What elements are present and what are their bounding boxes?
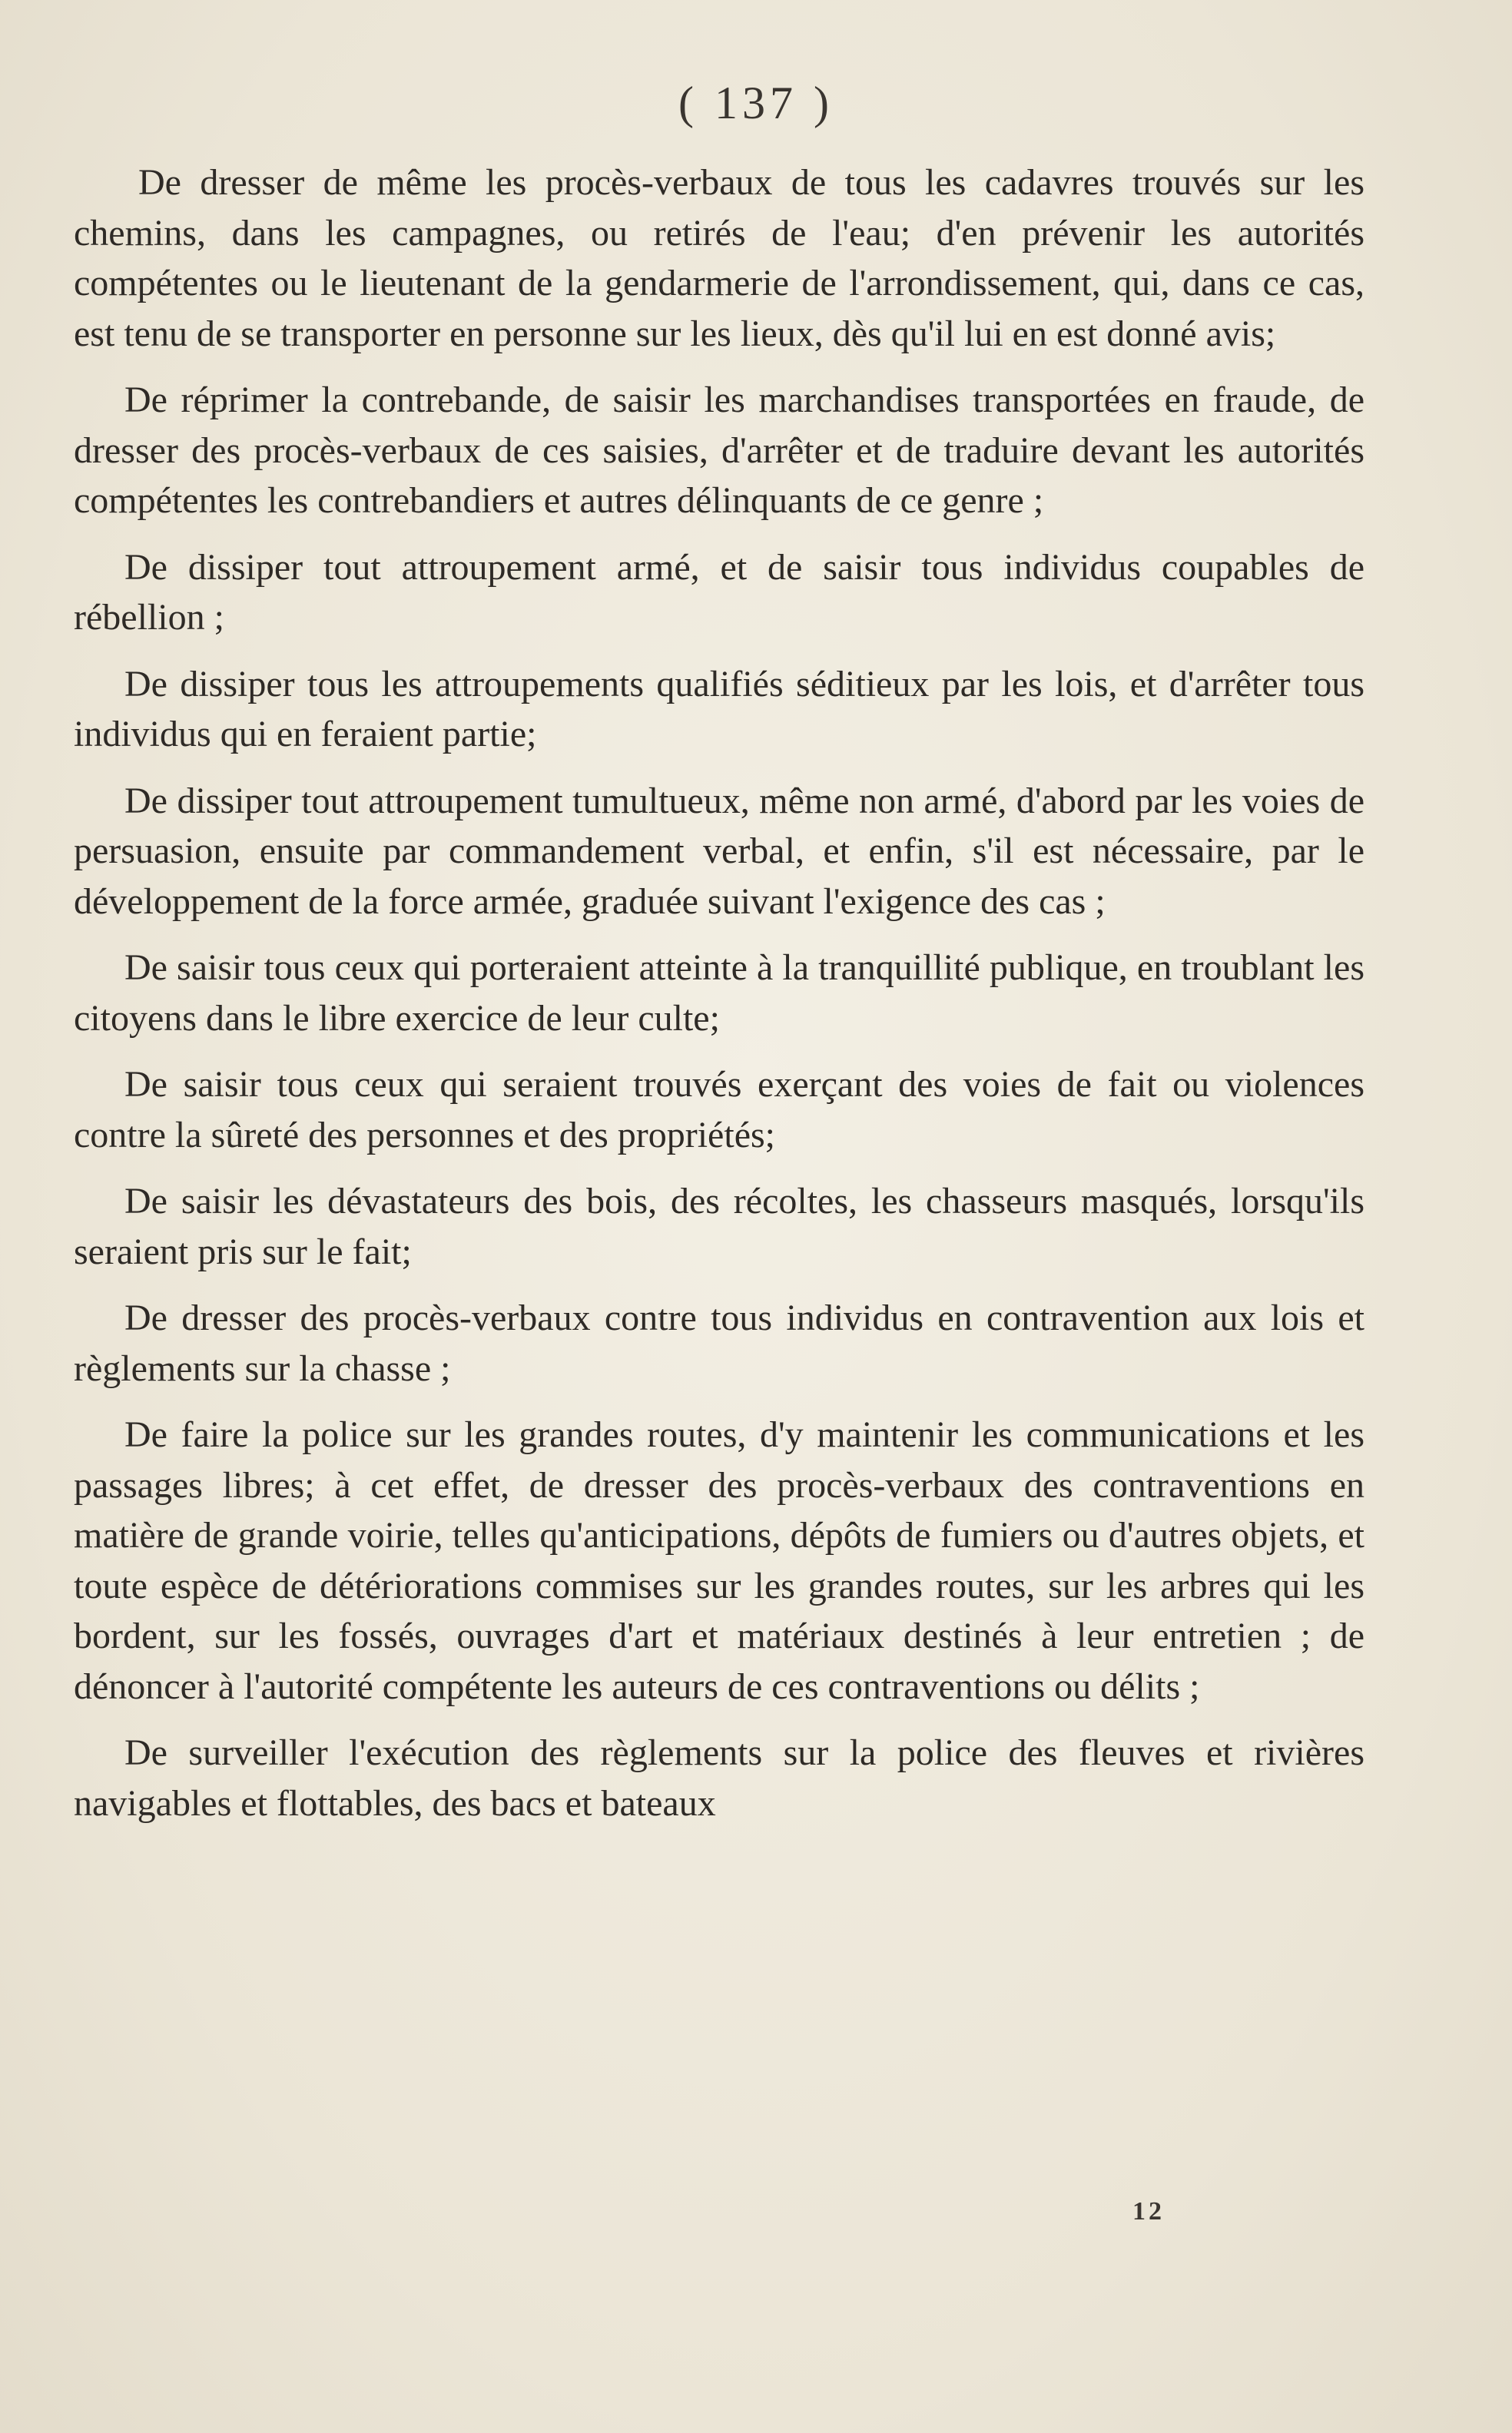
paragraph: De faire la police sur les grandes routes, d'y maintenir les communications et les passages libres; à cet effet, de dresser des procès-verbaux des contraventions en matière de grande voirie, telles qu'anticipations, dépôts de fumiers ou d'autres objets, et toute espèce de détériorations commises sur les grandes routes, sur les arbres qui les bordent, sur les fossés, ouvrages d'art et matériaux destinés à leur entretien ; de dénoncer à l'autorité compétente les auteurs de ces contraventions ou délits ;	[74, 1414, 1364, 1707]
paragraph: De dissiper tous les attroupements qualifiés séditieux par les lois, et d'arrêter tous individus qui en feraient partie;	[74, 663, 1364, 754]
paragraph: De surveiller l'exécution des règlements sur la police des fleuves et rivières navigables et flottables, des bacs et bateaux	[74, 1732, 1364, 1824]
paragraph: De réprimer la contrebande, de saisir les marchandises transportées en fraude, de dresser des procès-verbaux de ces saisies, d'arrêter et de traduire devant les autorités compétentes les contrebandiers et autres délinquants de ce genre ;	[74, 380, 1364, 521]
paragraph: De dissiper tout attroupement tumultueux, même non armé, d'abord par les voies de persuasion, ensuite par commandement verbal, et enfin, s'il est nécessaire, par le développement de la force armée, graduée suivant l'exigence des cas ;	[74, 780, 1364, 922]
paragraph: De dissiper tout attroupement armé, et de saisir tous individus coupables de rébellion ;	[74, 546, 1364, 638]
paragraph: De saisir tous ceux qui seraient trouvés exerçant des voies de fait ou violences contre la sûreté des personnes et des propriétés;	[74, 1064, 1364, 1155]
paragraph: De saisir tous ceux qui porteraient atteinte à la tranquillité publique, en troublant les citoyens dans le libre exercice de leur culte;	[74, 947, 1364, 1039]
body-text	[74, 157, 1364, 1845]
paragraph: De dresser de même les procès-verbaux de tous les cadavres trouvés sur les chemins, dans les campagnes, ou retirés de l'eau; d'en prévenir les autorités compétentes ou le lieutenant de la gendarmerie de l'arrondissement, qui, dans ce cas, est tenu de se transporter en personne sur les lieux, dès qu'il lui en est donné avis;	[74, 162, 1364, 354]
page-number: ( 137 )	[678, 78, 834, 128]
paragraph: De saisir les dévastateurs des bois, des récoltes, les chasseurs masqués, lorsqu'ils seraient pris sur le fait;	[74, 1181, 1364, 1272]
signature-mark: 12	[1132, 2197, 1165, 2226]
paragraph: De dresser des procès-verbaux contre tous individus en contravention aux lois et règlements sur la chasse ;	[74, 1298, 1364, 1389]
